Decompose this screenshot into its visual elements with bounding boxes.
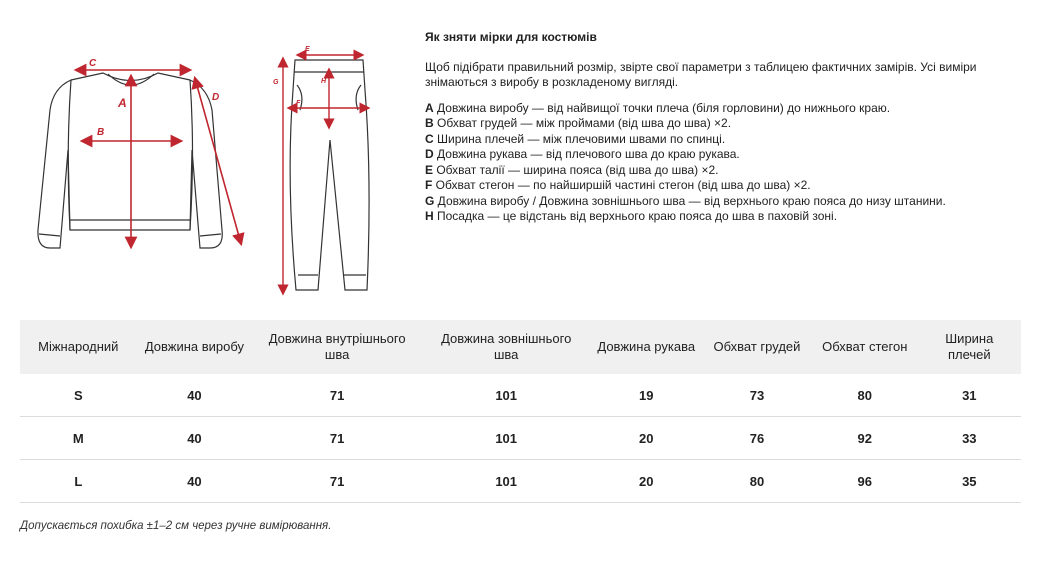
legend-text: Посадка — це відстань від верхнього краю пояса до шва в паховій зоні. (433, 209, 838, 223)
table-row (20, 460, 1021, 503)
label-d: D (212, 92, 220, 103)
table-cell: 40 (137, 374, 253, 417)
info-title: Як зняти мірки для костюмів (425, 30, 597, 44)
legend-key: H (425, 209, 434, 223)
table-cell: 20 (590, 417, 702, 460)
table-header-row (20, 320, 1021, 374)
legend-key: F (425, 178, 433, 192)
table-cell: 80 (702, 460, 812, 503)
measurement-diagram (0, 0, 420, 310)
legend-item (425, 163, 1025, 179)
legend-key: A (425, 100, 434, 115)
column-header: Довжина виробу (137, 320, 253, 374)
table-cell: 31 (918, 374, 1021, 417)
legend-item (425, 116, 1025, 132)
table-cell: 33 (918, 417, 1021, 460)
legend-text: Ширина плечей — між плечовими швами по спинці. (433, 131, 726, 146)
legend-text: Довжина рукава — від плечового шва до краю рукава. (433, 147, 740, 161)
legend-item (425, 147, 1025, 163)
size-table (20, 320, 1021, 503)
table-cell: S (20, 374, 137, 417)
sweatshirt-figure (38, 73, 222, 248)
label-a: A (118, 96, 127, 110)
legend-text: Обхват грудей — між проймами (від шва до шва) ×2. (433, 116, 732, 130)
table-cell: 96 (812, 460, 918, 503)
table-cell: 71 (252, 374, 422, 417)
legend-text: Обхват талії — ширина пояса (від шва до шва) ×2. (433, 162, 719, 177)
label-h: H (321, 78, 327, 85)
table-cell: 71 (252, 417, 422, 460)
table-cell: 73 (702, 374, 812, 417)
table-row (20, 417, 1021, 460)
table-cell: 80 (812, 374, 918, 417)
label-c: C (89, 58, 97, 69)
legend-text: Довжина виробу — від найвищої точки плеча (біля горловини) до нижнього краю. (433, 100, 891, 115)
legend-key: B (425, 116, 434, 130)
legend-key: G (425, 193, 435, 208)
column-header: Довжина внутрішнього шва (252, 320, 422, 374)
legend-text: Обхват стегон — по найширшій частині стегон (від шва до шва) ×2. (432, 178, 811, 192)
legend-item (425, 101, 1025, 117)
column-header: Обхват грудей (702, 320, 812, 374)
label-f: F (296, 100, 301, 107)
column-header: Довжина зовнішнього шва (422, 320, 590, 374)
column-header: Обхват стегон (812, 320, 918, 374)
table-cell: 19 (590, 374, 702, 417)
legend-text: Довжина виробу / Довжина зовнішнього шва — від верхнього краю пояса до низу штанини. (434, 193, 946, 208)
legend-list (425, 101, 1025, 225)
legend-key: C (425, 131, 434, 146)
table-body (20, 374, 1021, 503)
table-cell: 101 (422, 460, 590, 503)
legend-item (425, 209, 1025, 225)
table-cell: 35 (918, 460, 1021, 503)
table-cell: 92 (812, 417, 918, 460)
info-intro: Щоб підібрати правильний розмір, звірте свої параметри з таблицею фактичних замірів. Усі виміри знімаються з виробу в розкладеному вигляді. (425, 59, 977, 89)
label-g: G (273, 79, 279, 86)
column-header: Міжнародний (20, 320, 137, 374)
table-cell: 101 (422, 374, 590, 417)
legend-item (425, 132, 1025, 148)
label-b: B (97, 127, 105, 138)
table-cell: 20 (590, 460, 702, 503)
legend-key: D (425, 147, 434, 161)
label-e: E (305, 46, 310, 53)
measurement-info (425, 30, 1025, 225)
table-cell: 40 (137, 417, 253, 460)
legend-item (425, 178, 1025, 194)
table-cell: 101 (422, 417, 590, 460)
table-cell: 76 (702, 417, 812, 460)
column-header: Ширина плечей (918, 320, 1021, 374)
table-cell: 71 (252, 460, 422, 503)
column-header: Довжина рукава (590, 320, 702, 374)
legend-key: E (425, 162, 434, 177)
table-cell: M (20, 417, 137, 460)
legend-item (425, 194, 1025, 210)
tolerance-note: Допускається похибка ±1–2 см через ручне вимірювання. (20, 520, 332, 532)
table-row (20, 374, 1021, 417)
table-cell: L (20, 460, 137, 503)
table-cell: 40 (137, 460, 253, 503)
